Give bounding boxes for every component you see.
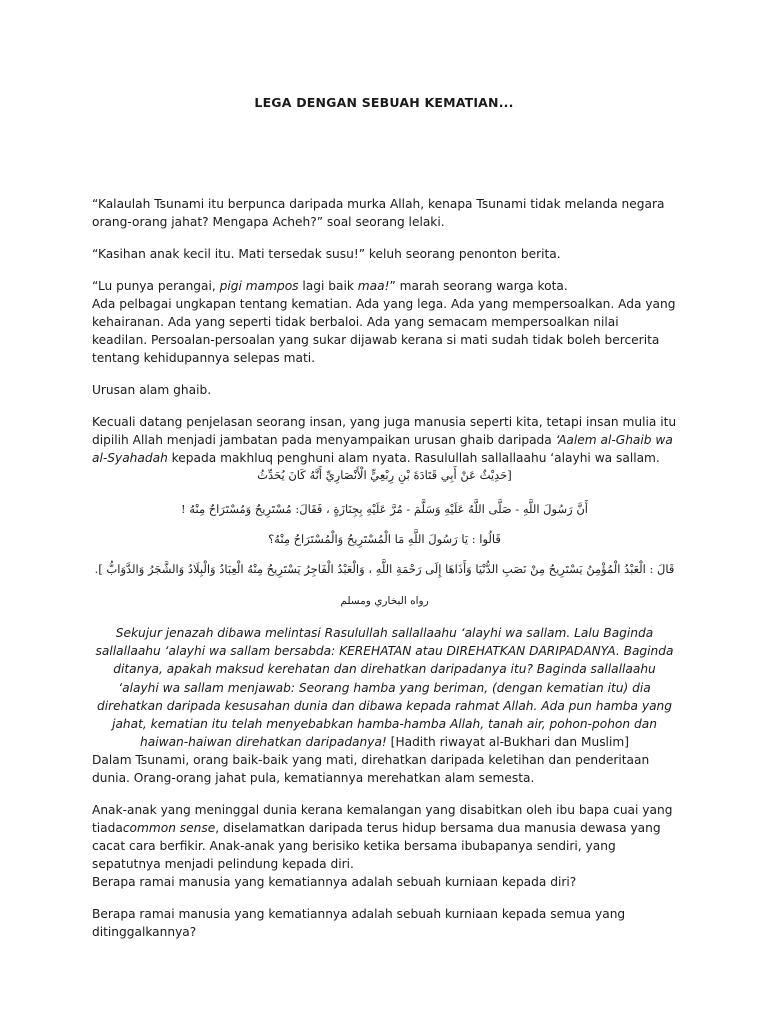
paragraph-3-text: ” marah seorang warga kota. <box>389 279 568 293</box>
paragraph-1: “Kalaulah Tsunami itu berpunca daripada murka Allah, kenapa Tsunami tidak melanda negara orang-orang jahat? Mengapa Acheh?” soal seorang lelaki. <box>92 197 665 229</box>
hadith-translation <box>92 624 677 751</box>
paragraph-6-text: Kecuali datang penjelasan seorang insan, yang juga manusia seperti kita, tetapi insan mulia itu dipilih Allah menjadi jambatan pada menyampaikan urusan ghaib daripada <box>92 415 677 447</box>
paragraph-2: “Kasihan anak kecil itu. Mati tersedak susu!” keluh seorang penonton berita. <box>92 247 561 261</box>
arabic-line-1: [حَدِيْثٌ عَنْ أَبِي قَتَادَةَ بْنِ رِبْعِيٍّ الْأَنْصَارِيِّ أَنَّهُ كَانَ يُحَدِّثُ <box>257 468 512 482</box>
article-body <box>92 195 677 941</box>
paragraph-9: Berapa ramai manusia yang kematiannya adalah sebuah kurniaan kepada diri? <box>92 875 577 890</box>
arabic-line-2: أَنَّ رَسُولَ اللَّهِ - صَلَّى اللَّهُ عَلَيْهِ وَسَلَّمَ - مُرَّ عَلَيْهِ بِجِنَازَةٍ ، فَقَالَ: مُسْتَرِيحٌ وَمُسْتَرَاحٌ مِنْهُ ! <box>181 502 588 516</box>
arabic-line-4: قَالَ : الْعَبْدُ الْمُؤْمِنُ يَسْتَرِيحُ مِنْ نَصَبِ الدُّنْيَا وَأَذَاهَا إِلَى رَحْمَةِ اللَّهِ ، وَالْعَبْدُ الْفَاجِرُ يَسْتَرِيحُ مِنْهُ الْعِبَادُ وَالْبِلَادُ وَالشَّجَرُ وَالدَّوَابُّ ]. <box>94 562 675 576</box>
paragraph-3-italic: maa! <box>357 279 390 293</box>
paragraph-6-italic: ‘Aalem al-Ghaib wa al-Syahadah <box>92 433 673 465</box>
paragraph-8-text: Anak-anak yang meninggal dunia kerana kemalangan yang disabitkan oleh ibu bapa cuai yang tiada <box>92 803 673 836</box>
hadith-translation-text: Sekujur jenazah dibawa melintasi Rasulullah sallallaahu ‘alayhi wa sallam. Lalu Baginda sallallaahu ‘alayhi wa sallam bersabda: KEREHATAN atau DIREHATKAN DARIPADANYA. Baginda ditanya, apakah maksud kerehatan dan direhatkan daripadanya itu? Baginda sallallaahu ‘alayhi wa sallam menjawab: Seorang hamba yang beriman, (dengan kematian itu) dia direhatkan daripada kesusahan dunia dan dibawa kepada rahmat Allah. Ada pun hamba yang jahat, kematian itu telah menyebabkan hamba-hamba Allah, tanah air, pohon-pohon dan haiwan-haiwan direhatkan daripadanya! <box>95 626 674 750</box>
page-title: LEGA DENGAN SEBUAH KEMATIAN... <box>254 95 514 110</box>
paragraph-3-text: “Lu punya perangai, <box>92 279 220 293</box>
paragraph-3 <box>92 277 677 295</box>
paragraph-5: Urusan alam ghaib. <box>92 383 212 397</box>
paragraph-3-text: lagi baik <box>298 279 358 293</box>
paragraph-3-italic: pigi mampos <box>219 279 299 293</box>
paragraph-7: Dalam Tsunami, orang baik-baik yang mati, direhatkan daripada keletihan dan penderitaan dunia. Orang-orang jahat pula, kematiannya merehatkan alam semesta. <box>92 753 650 786</box>
paragraph-10: Berapa ramai manusia yang kematiannya adalah sebuah kurniaan kepada semua yang ditinggalkannya? <box>92 907 626 940</box>
paragraph-4: Ada pelbagai ungkapan tentang kematian. Ada yang lega. Ada yang mempersoalkan. Ada yang kehairanan. Ada yang seperti tidak berbaloi. Ada yang semacam mempersoalkan nilai keadilan. Persoalan-persoalan yang sukar dijawab kerana si mati sudah tidak boleh bercerita tentang kehidupannya selepas mati. <box>92 297 676 365</box>
paragraph-8 <box>92 801 677 873</box>
paragraph-6 <box>92 413 677 467</box>
paragraph-8-italic: common sense <box>122 821 216 836</box>
hadith-citation: [Hadith riwayat al-Bukhari dan Muslim] <box>386 735 629 750</box>
paragraph-8-text: , diselamatkan daripada terus hidup bersama dua manusia dewasa yang cacat cara berfikir. Anak-anak yang berisiko ketika bersama ibubapanya sendiri, yang sepatutnya menjadi pelindung kepada diri. <box>92 821 661 872</box>
paragraph-6-text: kepada makhluq penghuni alam nyata. Rasulullah sallallaahu ‘alayhi wa sallam. <box>167 451 660 465</box>
arabic-line-3: قَالُوا : يَا رَسُولَ اللَّهِ مَا الْمُسْتَرِيحُ وَالْمُسْتَرَاحُ مِنْهُ؟ <box>268 532 501 546</box>
arabic-source: رواه البخاري ومسلم <box>340 595 429 607</box>
